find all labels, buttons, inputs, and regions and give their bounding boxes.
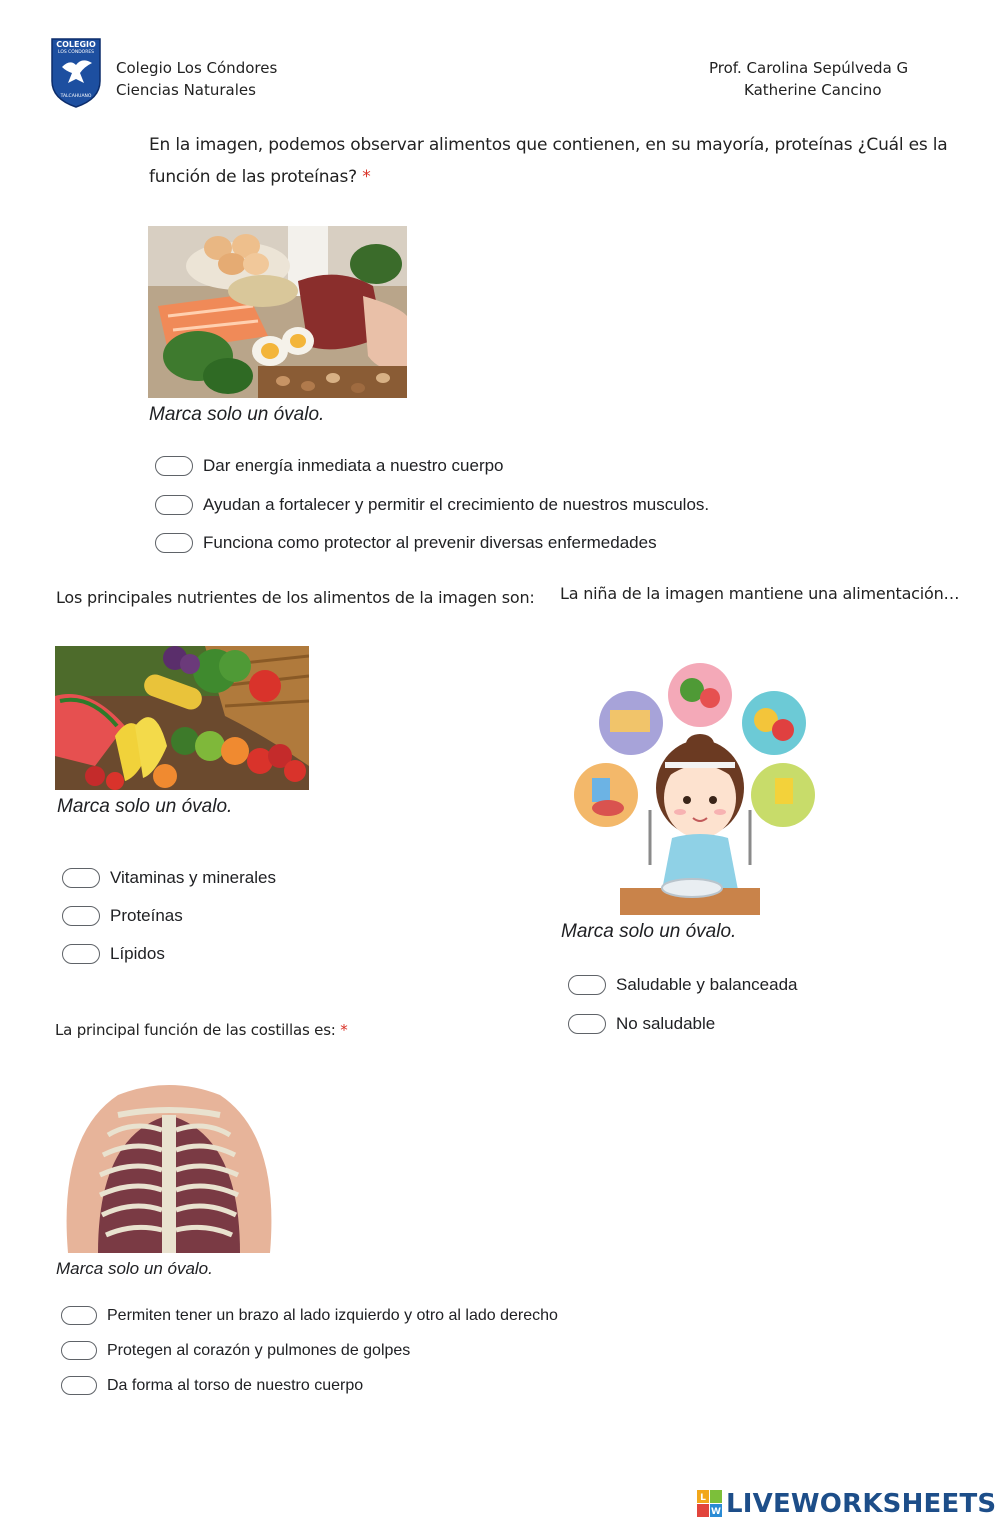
option-label: Da forma al torso de nuestro cuerpo [107,1376,364,1394]
radio-oval[interactable] [155,533,193,553]
ribcage-image [58,1075,280,1253]
option-label: Permiten tener un brazo al lado izquierdo y otro al lado derecho [107,1306,558,1324]
option-label: Funciona como protector al prevenir diversas enfermedades [203,533,657,552]
option-label: Dar energía inmediata a nuestro cuerpo [203,456,504,475]
teacher-name-2: Katherine Cancino [744,81,882,99]
option-label: Protegen al corazón y pulmones de golpes [107,1341,411,1359]
option-label: Proteínas [110,906,183,925]
liveworksheets-wordmark: LIVEWORKSHEETS [726,1489,997,1519]
q2-prompt: Los principales nutrientes de los alimentos de la imagen son: [56,588,535,607]
q1-prompt-line1: En la imagen, podemos observar alimentos que contienen, en su mayoría, proteínas ¿Cuál es la [149,135,948,155]
q1-option-3[interactable] [155,533,657,553]
fruits-vegetables-image [55,646,309,790]
liveworksheets-logo [697,1489,996,1519]
subject-name: Ciencias Naturales [116,81,256,99]
option-label: Vitaminas y minerales [110,868,276,887]
school-logo [50,37,102,114]
q3-hint: Marca solo un óvalo. [561,921,737,942]
radio-oval[interactable] [568,975,606,995]
logo-sub-text: LOS CÓNDORES [57,50,95,55]
protein-foods-image [148,226,407,398]
q4-hint: Marca solo un óvalo. [56,1259,213,1278]
option-label: Saludable y balanceada [616,975,798,994]
svg-text:L: L [700,1493,706,1503]
radio-oval[interactable] [61,1376,97,1395]
radio-oval[interactable] [62,944,100,964]
q2-hint: Marca solo un óvalo. [57,796,233,817]
required-asterisk: * [362,167,371,187]
q3-option-2[interactable] [568,1014,715,1034]
school-name: Colegio Los Cóndores [116,59,278,77]
q4-option-3[interactable] [61,1376,363,1395]
liveworksheets-badge-icon [697,1490,723,1518]
logo-bottom-text: TALCAHUANO [60,94,92,99]
q4-prompt-line [55,1021,348,1039]
radio-oval[interactable] [62,906,100,926]
q1-prompt-line2 [149,167,371,187]
q1-option-1[interactable] [155,456,504,476]
teacher-name-1: Prof. Carolina Sepúlveda G [709,59,909,77]
q4-prompt: La principal función de las costillas es: [55,1021,336,1039]
q1-prompt-text: función de las proteínas? [149,167,357,187]
q2-option-3[interactable] [62,944,165,964]
q4-option-1[interactable] [61,1306,558,1325]
q4-option-2[interactable] [61,1341,410,1360]
svg-text:W: W [711,1507,721,1517]
option-label: Ayudan a fortalecer y permitir el crecimiento de nuestros musculos. [203,495,710,514]
q2-option-2[interactable] [62,906,183,926]
required-asterisk: * [340,1021,348,1039]
logo-top-text: COLEGIO [56,40,96,49]
radio-oval[interactable] [155,456,193,476]
q2-option-1[interactable] [62,868,276,888]
q3-prompt: La niña de la imagen mantiene una alimentación… [560,584,960,603]
option-label: Lípidos [110,944,165,963]
radio-oval[interactable] [568,1014,606,1034]
option-label: No saludable [616,1014,716,1033]
radio-oval[interactable] [61,1306,97,1325]
radio-oval[interactable] [61,1341,97,1360]
q1-option-2[interactable] [155,495,709,515]
girl-balanced-diet-image [570,660,820,915]
radio-oval[interactable] [155,495,193,515]
radio-oval[interactable] [62,868,100,888]
q3-option-1[interactable] [568,975,797,995]
q1-hint: Marca solo un óvalo. [149,404,325,425]
